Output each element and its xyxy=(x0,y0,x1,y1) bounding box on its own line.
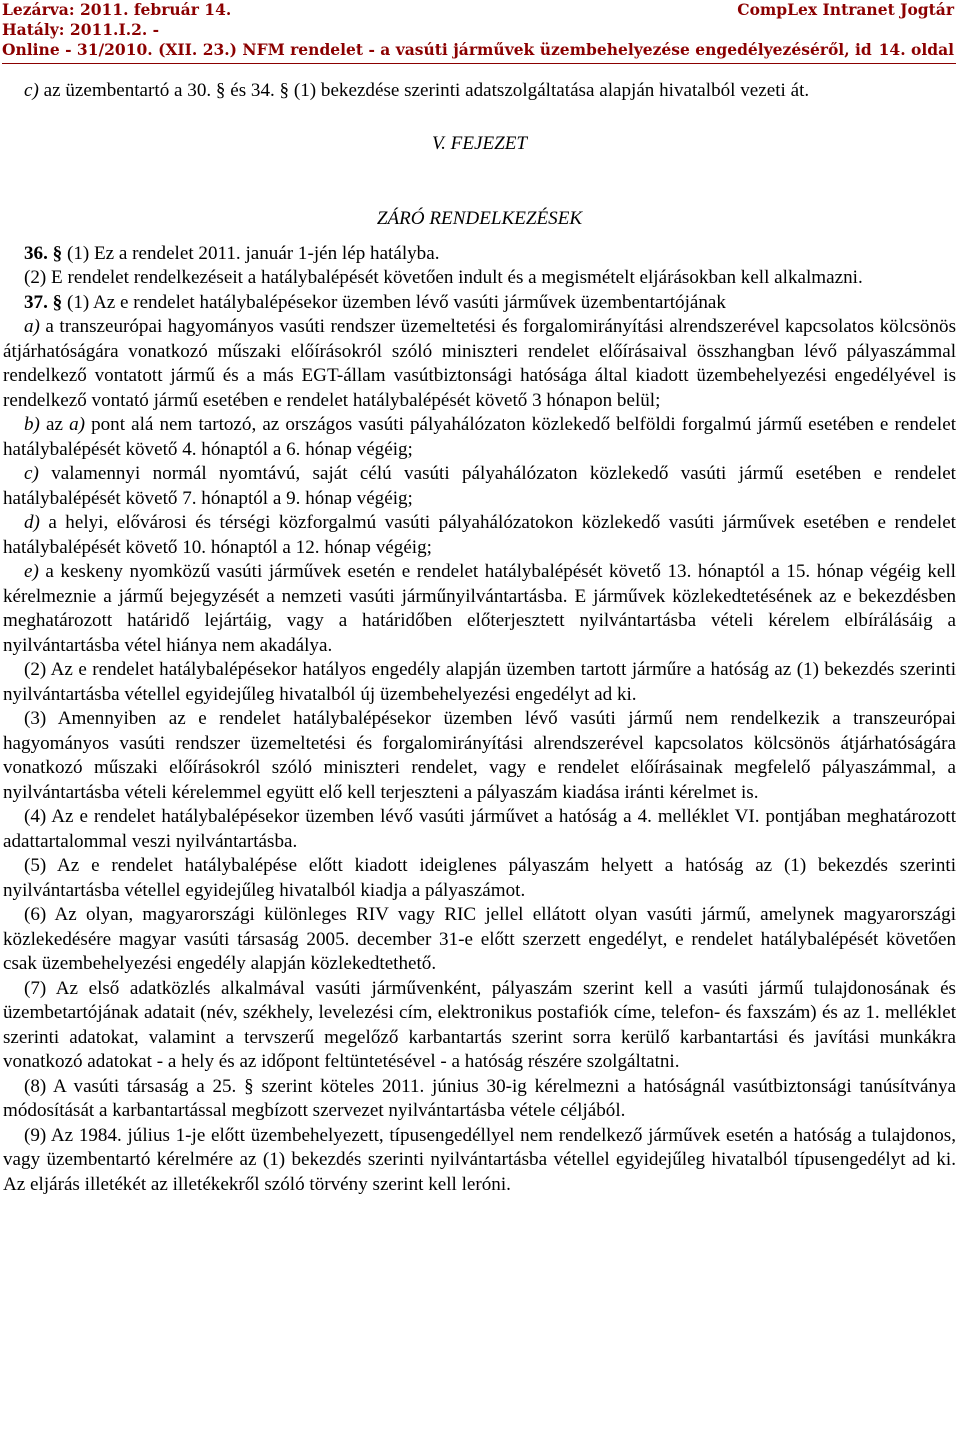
section-37-paragraph-3: (3) Amennyiben az e rendelet hatálybalépésekor üzemben lévő vasúti jármű nem rendelkezik a transzeurópai hagyományos vasúti rendszer üzemeltetési és forgalomirányítási alrendszerével kapcsolatos kölcsönös átjárhatóságára vonatkozó műszaki előírásokról szóló miniszteri rendelet, vagy e rendelet előírásainak megfelelő pályaszámmal, a nyilvántartásba vételi kérelemmel együtt elő kell terjeszteni a pályaszám kiadása iránti kérelmet is. xyxy=(3,708,956,803)
validity-range: Hatály: 2011.I.2. - xyxy=(2,20,160,39)
section-37-paragraph-7: (7) Az első adatközlés alkalmával vasúti járművenként, pályaszám szerint kell a vasúti jármű tulajdonosának és üzembetartójának adatait (név, székhely, levelezési cím, elektronikus postafiók címe, telefon- és faxszám) és az 1. melléklet szerinti adatokat, valamint a tervszerű megelőző karbantartás szerint sorra kerülő karbantartási és javítási munkákra vonatkozó adatokat - a hely és az időpont feltüntetésével - a hatóság részére szolgáltatni. xyxy=(3,977,956,1072)
page-header xyxy=(0,0,960,66)
section-37-item-b xyxy=(3,413,956,462)
item-text: a transzeurópai hagyományos vasúti rendszer üzemeltetési és forgalomirányítási alrendszerével kapcsolatos kölcsönös átjárhatóságára vonatkozó műszaki előírásokról szóló miniszteri rendelet előírásaival összhangban lévő pályaszámmal rendelkező vontatott jármű és a más EGT-állam vasútbiztonsági hatósága által kiadott üzembehelyezési engedélyével is rendelkező vontató jármű esetében e rendelet hatálybalépését követő 3 hónapon belül; xyxy=(3,316,956,411)
section-37-item-d xyxy=(3,511,956,560)
item-text-start: az xyxy=(39,414,70,435)
section-36-paragraph-1 xyxy=(3,242,956,267)
page-number: 14. oldal xyxy=(878,40,954,59)
paragraph-text: (1) Ez a rendelet 2011. január 1-jén lép hatályba. xyxy=(62,242,440,264)
item-letter: c) xyxy=(24,463,39,484)
section-37-item-e xyxy=(3,560,956,658)
item-text: pont alá nem tartozó, az országos vasúti pályahálózaton közlekedő belföldi forgalmú jármű esetében e rendelet hatálybalépését követő 4. hónaptól a 6. hónap végéig; xyxy=(3,414,956,460)
item-letter: e) xyxy=(24,561,39,582)
item-text: az üzembentartó a 30. § és 34. § (1) bekezdése szerinti adatszolgáltatása alapján hivatalból vezeti át. xyxy=(38,80,810,101)
publisher-name: CompLex Intranet Jogtár xyxy=(737,0,954,19)
header-divider xyxy=(2,63,956,64)
item-text: valamennyi normál nyomtávú, saját célú vasúti pályahálózaton közlekedő vasúti jármű esetében e rendelet hatálybalépését követő 7. hónaptól a 9. hónap végéig; xyxy=(3,463,956,509)
section-37-paragraph-9: (9) Az 1984. július 1-je előtt üzembehelyezett, típusengedéllyel nem rendelkező járművek esetén a hatóság a tulajdonos, vagy üzembentartó kérelmére az (1) bekezdés szerinti nyilvántartásba vétellel egyidejűleg hivatalból típusengedélyt ad ki. Az eljárás illetékét az illetékekről szóló törvény szerint kell leróni. xyxy=(3,1124,956,1195)
item-letter: a) xyxy=(24,316,40,337)
section-number: 36. § xyxy=(24,242,63,264)
document-title: Online - 31/2010. (XII. 23.) NFM rendelet - a vasúti járművek üzembehelyezése engedélyezéséről, id xyxy=(2,40,872,59)
section-37-paragraph-1 xyxy=(3,291,956,316)
item-text: a keskeny nyomközű vasúti járművek esetén e rendelet hatálybalépését követő 13. hónaptól a 15. hónap végéig kell kérelmeznie a jármű bejegyzését a nemzeti vasúti járműnyilvántartásba. E járművek közlekedtetésének az e bekezdésben meghatározott határidő lejártáig, vagy a határidőben előterjesztett nyilvántartásba vételi kérelem elbírálásáig a nyilvántartásba vétel hiánya nem akadálya. xyxy=(3,561,956,656)
paragraph-text: (1) Az e rendelet hatálybalépésekor üzemben lévő vasúti járművek üzembentartójának xyxy=(62,291,726,313)
item-letter: b) xyxy=(24,414,40,435)
item-text: a helyi, elővárosi és térségi közforgalmú vasúti pályahálózatokon közlekedő vasúti járművek esetében e rendelet hatálybalépését követő 10. hónaptól a 12. hónap végéig; xyxy=(3,512,956,558)
item-letter: d) xyxy=(24,512,40,533)
document-body xyxy=(3,79,956,1197)
section-37-item-c xyxy=(3,462,956,511)
closing-date: Lezárva: 2011. február 14. xyxy=(2,0,232,19)
section-37-paragraph-8: (8) A vasúti társaság a 25. § szerint köteles 2011. június 30-ig kérelmezni a hatóságnál vasútbiztonsági tanúsítványa módosítását a karbantartással megbízott szervezet nyilvántartásba vétele céljából. xyxy=(3,1075,956,1121)
item-c-paragraph xyxy=(3,79,956,104)
item-reference: a) xyxy=(69,414,85,435)
section-37-paragraph-6: (6) Az olyan, magyarországi különleges RIV vagy RIC jellel ellátott olyan vasúti jármű, amelynek magyarországi közlekedésére magyar vasúti társaság 2005. december 31-e előtt szerzett engedélyt, e rendelet hatálybalépését követően csak üzembehelyezési engedély alapján közlekedtethető. xyxy=(3,904,956,974)
chapter-number: V. FEJEZET xyxy=(431,132,528,154)
section-36-paragraph-2: (2) E rendelet rendelkezéseit a hatálybalépését követően indult és a megismételt eljárásokban kell alkalmazni. xyxy=(24,267,863,288)
section-number: 37. § xyxy=(24,291,63,313)
section-37-paragraph-2: (2) Az e rendelet hatálybalépésekor hatályos engedély alapján üzemben tartott járműre a hatóság az (1) bekezdés szerinti nyilvántartásba vétellel egyidejűleg hivatalból új üzembehelyezési engedélyt ad ki. xyxy=(3,659,956,705)
item-letter: c) xyxy=(24,80,39,101)
section-37-paragraph-4: (4) Az e rendelet hatálybalépésekor üzemben lévő vasúti járművet a hatóság a 4. melléklet VI. pontjában meghatározott adattartalommal veszi nyilvántartásba. xyxy=(3,806,956,852)
chapter-title: ZÁRÓ RENDELKEZÉSEK xyxy=(376,208,583,229)
section-37-item-a xyxy=(3,315,956,413)
section-37-paragraph-5: (5) Az e rendelet hatálybalépése előtt kiadott ideiglenes pályaszám helyett a hatóság az (1) bekezdés szerinti nyilvántartásba vétellel egyidejűleg hivatalból kiadja a pályaszámot. xyxy=(3,855,956,901)
